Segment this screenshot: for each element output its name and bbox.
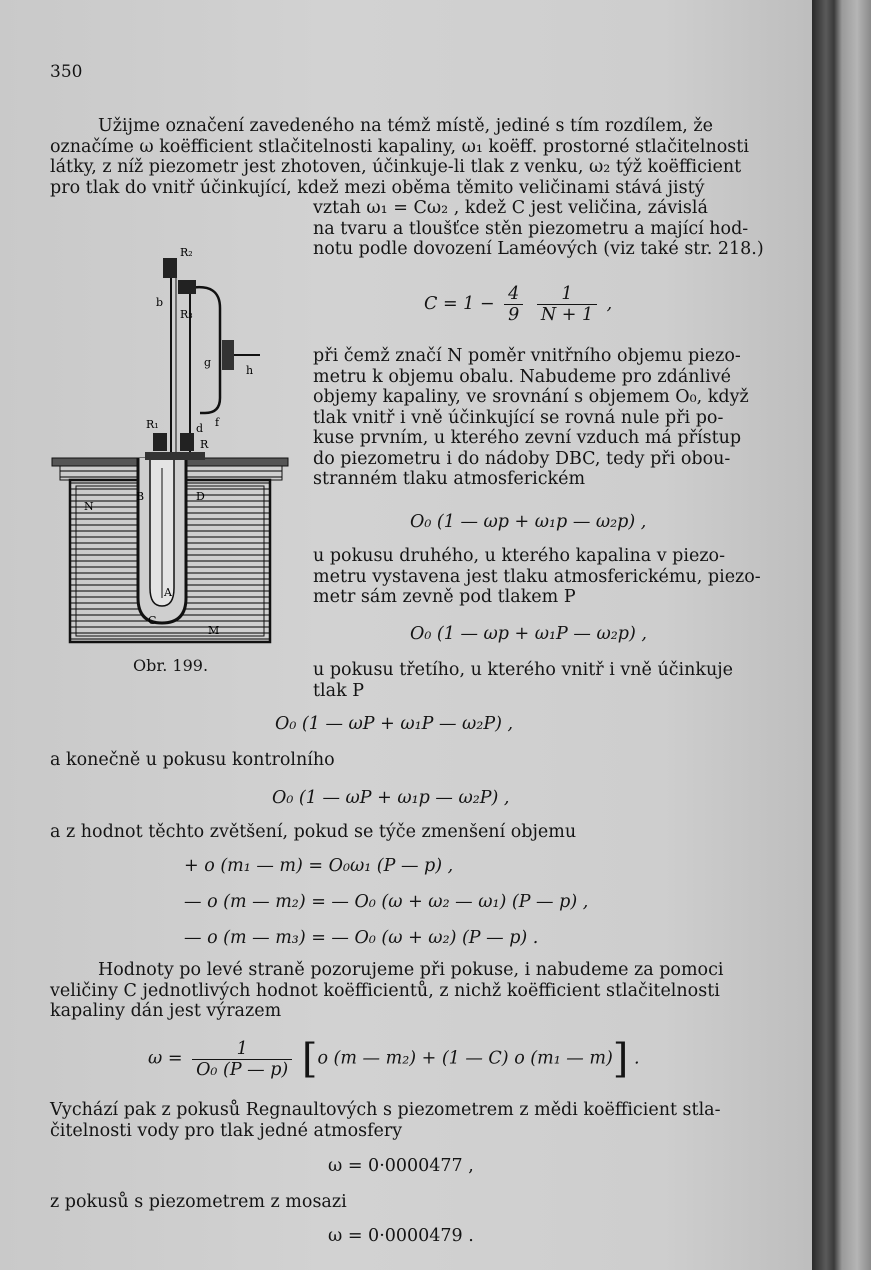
label-d: d [196,422,204,435]
label-M: M [208,624,220,637]
text-line: kuse prvním, u kterého zevní vzduch má přístup [313,428,742,448]
equation-7: — o (m — m₃) = — O₀ (ω + ω₂) (P — p) . [184,928,539,948]
figure-piezometer [50,228,290,648]
label-D: D [196,490,205,503]
text-line: z pokusů s piezometrem z mosazi [50,1192,347,1212]
right-column-c [313,546,761,608]
text-line: stranném tlaku atmosferickém [313,469,586,489]
right-column-d [313,660,733,701]
text-line: a konečně u pokusu kontrolního [50,750,335,770]
right-column-b [313,346,749,490]
equation-copper: ω = 0·0000477 , [328,1156,474,1176]
label-b: b [156,296,164,309]
text-line: čitelnosti vody pro tlak jedné atmosfery [50,1120,403,1141]
text-line: a z hodnot těchto zvětšení, pokud se týče zmenšení objemu [50,822,577,842]
text-line: Užijme označení zavedeného na témž místě, jediné s tím rozdílem, že [98,116,713,136]
label-R1: R₁ [146,418,159,431]
equation-2: O₀ (1 — ωp + ω₁P — ω₂p) , [410,624,647,644]
page-number: 350 [50,62,83,82]
label-R: R [200,438,209,451]
right-column-a [313,198,764,260]
intro-paragraph [50,116,749,198]
text-line: označíme ω koëfficient stlačitelnosti kapaliny, ω₁ koëff. prostorné stlačitelnosti [50,136,749,157]
label-R2: R₂ [180,246,193,259]
label-C: C [148,614,157,627]
text-line: metru k objemu obalu. Nabudeme pro zdánlivé [313,366,731,387]
text-line: látky, z níž piezometr jest zhotoven, účinkuje-li tlak z venku, ω₂ týž koëfficient [50,157,742,177]
text-line: u pokusu druhého, u kterého kapalina v piezo- [313,546,725,566]
label-N: N [84,500,94,513]
equation-5: + o (m₁ — m) = O₀ω₁ (P — p) , [184,856,454,876]
text-line: metr sám zevně pod tlakem P [313,587,576,607]
label-A: A [164,586,172,599]
text-line: notu podle dovození Laméových (viz také str. 218.) [313,239,764,259]
text-line: tlak P [313,680,365,701]
text-line: objemy kapaliny, ve srovnání s objemem O₀, když [313,387,749,407]
equation-brass: ω = 0·0000479 . [328,1226,474,1246]
text-line: při čemž značí N poměr vnitřního objemu piezo- [313,346,741,366]
label-f: f [215,416,220,429]
text-line: do piezometru i do nádoby DBC, tedy při obou- [313,448,731,469]
paragraph-values [50,960,723,1022]
label-R3: R₃ [180,308,193,321]
label-g: g [204,356,212,369]
text-line: veličiny C jednotlivých hodnot koëfficientů, z nichž koëfficient stlačitelnosti [50,980,720,1001]
equation-1: O₀ (1 — ωp + ω₁p — ω₂p) , [410,512,647,532]
equation-omega: ω = $\frac{1}{\text{O₀ (P — p)}}$ [o (m — m₂) + (1 — C) o (m₁ — m)] . [148,1036,640,1082]
text-line: pro tlak do vnitř účinkující, kdež mezi oběma těmito veličinami stává jistý [50,177,705,198]
text-line: kapaliny dán jest výrazem [50,1001,282,1021]
text-line: Vychází pak z pokusů Regnaultových s piezometrem z mědi koëfficient stla- [50,1100,721,1120]
equation-4: O₀ (1 — ωP + ω₁p — ω₂P) , [272,788,510,808]
text-line: u pokusu třetího, u kterého vnitř i vně účinkuje [313,660,734,680]
equation-c: C = 1 − $\frac{4}{9}$ $\frac{1}{N + 1}$ , [424,284,613,325]
text-line: Hodnoty po levé straně pozorujeme při pokuse, i nabudeme za pomoci [98,960,724,980]
text-line: na tvaru a tloušťce stěn piezometru a mající hod- [313,218,749,239]
equation-3: O₀ (1 — ωP + ω₁P — ω₂P) , [275,714,514,734]
paragraph-regnault [50,1100,721,1141]
label-h: h [246,364,254,377]
text-line: vztah ω₁ = Cω₂ , kdež C jest veličina, závislá [313,198,708,218]
figure-caption: Obr. 199. [133,656,209,675]
text-line: tlak vnitř i vně účinkující se rovná nule při po- [313,407,724,428]
book-gutter [812,0,871,1270]
text-line: metru vystavena jest tlaku atmosferickému, piezo- [313,566,761,587]
equation-6: — o (m — m₂) = — O₀ (ω + ω₂ — ω₁) (P — p) , [184,892,589,912]
label-B: B [136,490,145,503]
